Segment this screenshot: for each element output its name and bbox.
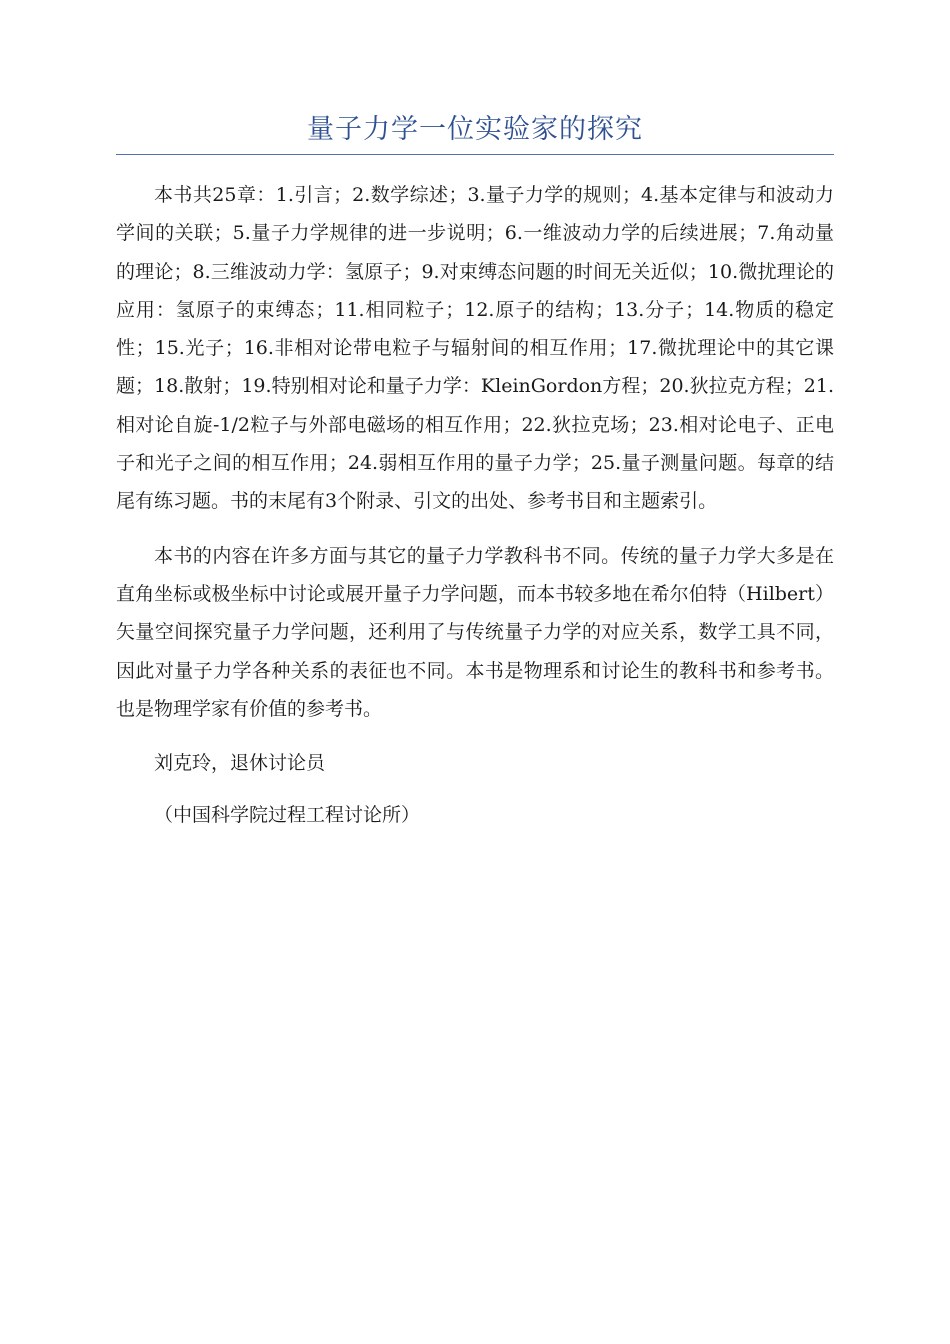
document-body — [116, 176, 834, 834]
document-title: 量子力学一位实验家的探究 — [307, 114, 643, 145]
author-signature: 刘克玲，退休讨论员 — [154, 752, 326, 775]
title-underline — [116, 154, 834, 155]
author-affiliation: （中国科学院过程工程讨论所） — [154, 804, 421, 827]
paragraph-chapter-list: 本书共25章：1.引言；2.数学综述；3.量子力学的规则；4.基本定律与和波动力学间的关联；5.量子力学规律的进一步说明；6.一维波动力学的后续进展；7.角动量的理论；8.三维波动力学：氢原子；9.对束缚态问题的时间无关近似；10.微扰理论的应用：氢原子的束缚态；11.相同粒子；12.原子的结构；13.分子；14.物质的稳定性；15.光子；16.非相对论带电粒子与辐射间的相互作用；17.微扰理论中的其它课题；18.散射；19.特别相对论和量子力学：KleinGordon方程；20.狄拉克方程；21.相对论自旋-1/2粒子与外部电磁场的相互作用；22.狄拉克场；23.相对论电子、正电子和光子之间的相互作用；24.弱相互作用的量子力学；25.量子测量问题。每章的结尾有练习题。书的末尾有3个附录、引文的出处、参考书目和主题索引。 — [116, 184, 834, 513]
paragraph-book-description: 本书的内容在许多方面与其它的量子力学教科书不同。传统的量子力学大多是在直角坐标或极坐标中讨论或展开量子力学问题，而本书较多地在希尔伯特（Hilbert）矢量空间探究量子力学问题，还利用了与传统量子力学的对应关系，数学工具不同，因此对量子力学各种关系的表征也不同。本书是物理系和讨论生的教科书和参考书。也是物理学家有价值的参考书。 — [116, 544, 834, 720]
